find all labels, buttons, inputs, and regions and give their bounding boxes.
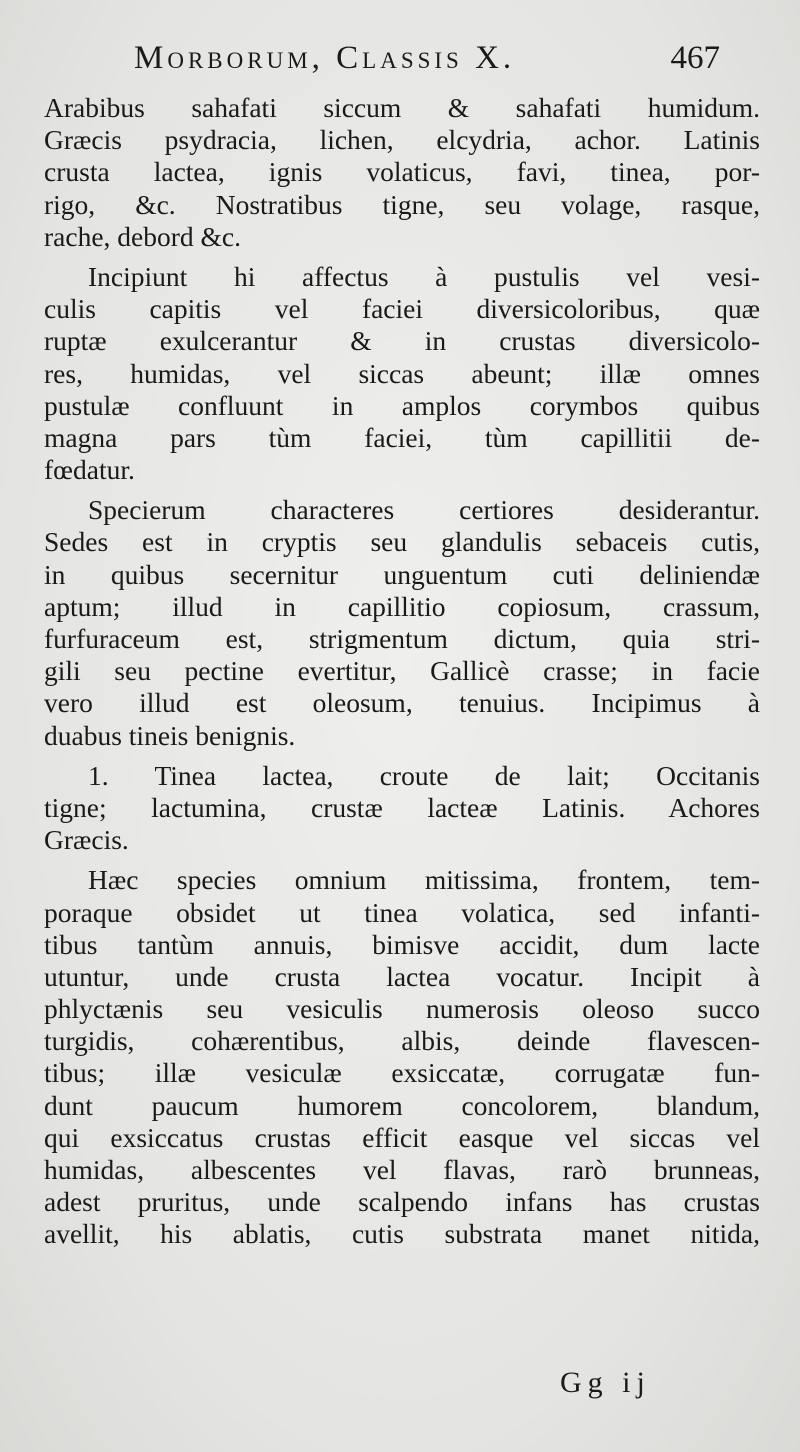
text-line: Hæc species omnium mitissima, frontem, tem- [88, 864, 760, 896]
signature-mark: Gg ij [560, 1366, 651, 1399]
running-head [44, 40, 760, 92]
text-line: furfuraceum est, strigmentum dictum, quia stri- [44, 623, 760, 654]
text-line: pustulæ confluunt in amplos corymbos quibus [44, 389, 760, 421]
text-line: duabus tineis benignis. [44, 719, 296, 751]
page-number: 467 [670, 40, 720, 76]
text-line: adest pruritus, unde scalpendo infans has crustas [44, 1186, 760, 1218]
text-line: rache, debord &c. [44, 220, 241, 252]
text-line: tibus tantùm annuis, bimisve accidit, dum lacte [44, 928, 760, 960]
text-line: vero illud est oleosum, tenuius. Incipimus à [44, 687, 760, 719]
text-line: Incipiunt hi affectus à pustulis vel vesi- [88, 260, 760, 292]
text-line: magna pars tùm faciei, tùm capillitii de- [44, 421, 760, 453]
text-line: crusta lactea, ignis volaticus, favi, tinea, por- [44, 156, 760, 188]
text-line: poraque obsidet ut tinea volatica, sed infanti- [44, 896, 760, 928]
text-line: Arabibus sahafati siccum & sahafati humidum. [44, 92, 760, 123]
text-line: aptum; illud in capillitio copiosum, crassum, [44, 590, 760, 622]
text-line: culis capitis vel faciei diversicoloribus, quæ [44, 293, 760, 325]
text-line: fœdatur. [44, 454, 135, 486]
text-line: res, humidas, vel siccas abeunt; illæ omnes [44, 357, 760, 389]
text-line: tigne; lactumina, crustæ lacteæ Latinis. Achores [44, 791, 760, 823]
text-line: avellit, his ablatis, cutis substrata manet nitida, [44, 1218, 760, 1250]
text-line: Græcis psydracia, lichen, elcydria, achor. Latinis [44, 124, 760, 156]
text-line: rigo, &c. Nostratibus tigne, seu volage, rasque, [44, 188, 760, 220]
running-title: Morborum, Classis X. [134, 40, 516, 76]
text-line: Græcis. [44, 824, 129, 856]
text-line: in quibus secernitur unguentum cuti deliniendæ [44, 558, 760, 590]
text-line: gili seu pectine evertitur, Gallicè crasse; in facie [44, 655, 760, 687]
text-line: dunt paucum humorem concolorem, blandum, [44, 1089, 760, 1121]
text-line: Specierum characteres certiores desiderantur. [88, 494, 760, 526]
text-line: tibus; illæ vesiculæ exsiccatæ, corrugatæ fun- [44, 1057, 760, 1089]
text-line: 1. Tinea lactea, croute de lait; Occitanis [88, 759, 760, 791]
text-line: turgidis, cohærentibus, albis, deinde flavescen- [44, 1025, 760, 1057]
text-line: qui exsiccatus crustas efficit easque vel siccas vel [44, 1121, 760, 1153]
text-line: ruptæ exulcerantur & in crustas diversicolo- [44, 325, 760, 357]
text-line: phlyctænis seu vesiculis numerosis oleoso succo [44, 993, 760, 1025]
body-text [44, 92, 760, 1251]
text-line: Sedes est in cryptis seu glandulis sebaceis cutis, [44, 526, 760, 558]
text-line: humidas, albescentes vel flavas, rarò brunneas, [44, 1154, 760, 1185]
text-line: utuntur, unde crusta lactea vocatur. Incipit à [44, 960, 760, 992]
